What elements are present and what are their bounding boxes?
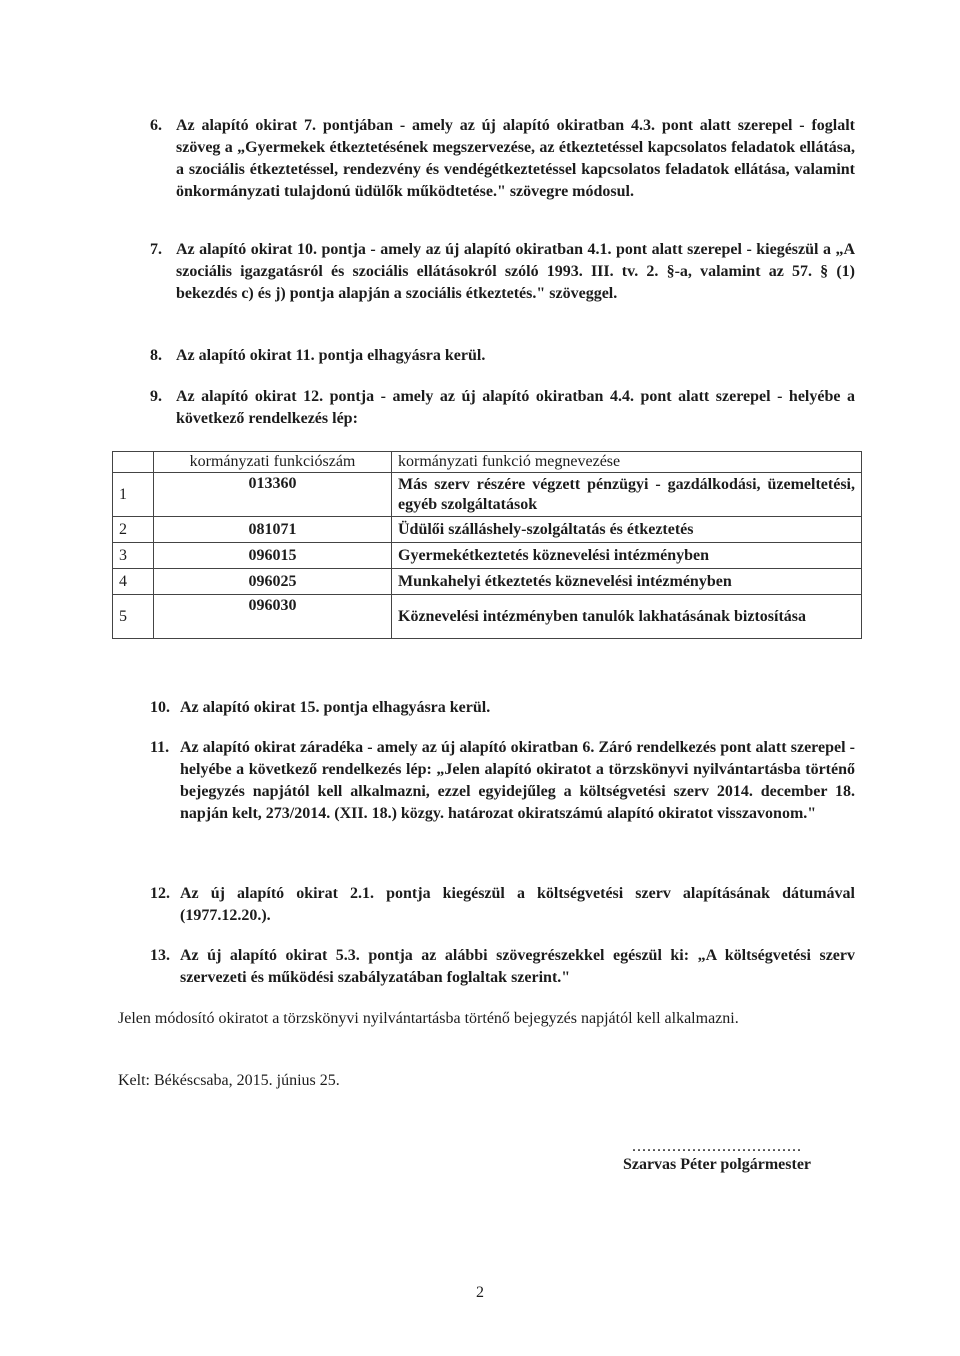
item-number: 13. [150,947,170,964]
row-index: 3 [113,543,154,569]
item-number: 10. [150,699,170,716]
item-text: Az alapító okirat 11. pontja elhagyásra kerül. [176,347,486,364]
closing-statement: Jelen módosító okiratot a törzskönyvi nyilvántartásba történő bejegyzés napjától kell alkalmazni. [118,1010,739,1027]
item-number: 9. [150,388,162,405]
row-index: 2 [113,517,154,543]
row-code: 096025 [154,569,392,595]
row-code: 081071 [154,517,392,543]
table-row [113,595,862,639]
row-name: Üdülői szálláshely-szolgáltatás és étkeztetés [392,517,862,543]
item-9 [150,386,855,430]
row-code: 013360 [154,473,392,517]
row-name: Köznevelési intézményben tanulók lakhatásának biztosítása [392,595,862,639]
table-row [113,473,862,517]
place-date: Kelt: Békéscsaba, 2015. június 25. [118,1072,340,1089]
item-7 [150,239,855,305]
item-12 [150,883,855,927]
table-row [113,517,862,543]
item-number: 11. [150,739,170,756]
signatory-name: Szarvas Péter polgármester [622,1156,812,1173]
row-index: 1 [113,473,154,517]
row-name: Munkahelyi étkeztetés köznevelési intézményben [392,569,862,595]
table-header-name: kormányzati funkció megnevezése [392,452,862,473]
table-row [113,543,862,569]
signature-line: .................................. [632,1138,802,1155]
signature-block [592,1138,842,1174]
table-header-index [113,452,154,473]
item-text: Az alapító okirat 15. pontja elhagyásra kerül. [180,699,491,716]
item-number: 7. [150,241,162,258]
row-name: Gyermekétkeztetés köznevelési intézményben [392,543,862,569]
item-text: Az új alapító okirat 2.1. pontja kiegészül a költségvetési szerv alapításának dátumával (1977.12.20.). [180,885,855,924]
item-text: Az alapító okirat 12. pontja - amely az új alapító okiratban 4.4. pont alatt szerepel - helyébe a következő rendelkezés lép: [176,388,855,427]
item-10 [150,697,855,719]
table-row [113,569,862,595]
item-11 [150,737,855,825]
item-8 [150,345,855,367]
table-header-code: kormányzati funkciószám [154,452,392,473]
item-6 [150,115,855,203]
row-name: Más szerv részére végzett pénzügyi - gazdálkodási, üzemeltetési, egyéb szolgáltatások [392,473,862,517]
row-code: 096030 [154,595,392,639]
government-function-table [112,451,862,639]
page-number: 2 [476,1284,484,1301]
item-text: Az alapító okirat 10. pontja - amely az új alapító okiratban 4.1. pont alatt szerepel - kiegészül a „A szociális igazgatásról és szociális ellátásokról szóló 1993. III. tv. 2. §-a, valamint az 57. § (1) bekezdés c) és j) pontja alapján a szociális étkeztetés." szöveggel. [176,241,855,302]
row-code: 096015 [154,543,392,569]
item-number: 6. [150,117,162,134]
item-text: Az alapító okirat záradéka - amely az új alapító okiratban 6. Záró rendelkezés pont alatt szerepel - helyébe a következő rendelkezés lép: „Jelen alapító okiratot a törzskönyvi nyilvántartásba történő bejegyzés napjától kell alkalmazni, ezzel egyidejűleg a költségvetési szerv 2014. december 18. napján kelt, 273/2014. (XII. 18.) közgy. határozat okiratszámú alapító okiratot visszavonom." [180,739,855,822]
row-index: 5 [113,595,154,639]
item-13 [150,945,855,989]
item-text: Az új alapító okirat 5.3. pontja az alábbi szövegrészekkel egészül ki: „A költségvetési szerv szervezeti és működési szabályzatában foglaltak szerint." [180,947,855,986]
item-text: Az alapító okirat 7. pontjában - amely az új alapító okiratban 4.3. pont alatt szerepel - foglalt szöveg a „Gyermekek étkeztetésének megszervezése, az étkeztetéssel kapcsolatos feladatok ellátása, a szociális étkeztetéssel, rendezvény és vendégétkeztetéssel kapcsolatos feladatok ellátása, valamint önkormányzati tulajdonú üdülők működtetése." szövegre módosul. [176,117,855,200]
row-index: 4 [113,569,154,595]
table-header-row [113,452,862,473]
item-number: 8. [150,347,162,364]
item-number: 12. [150,885,170,902]
